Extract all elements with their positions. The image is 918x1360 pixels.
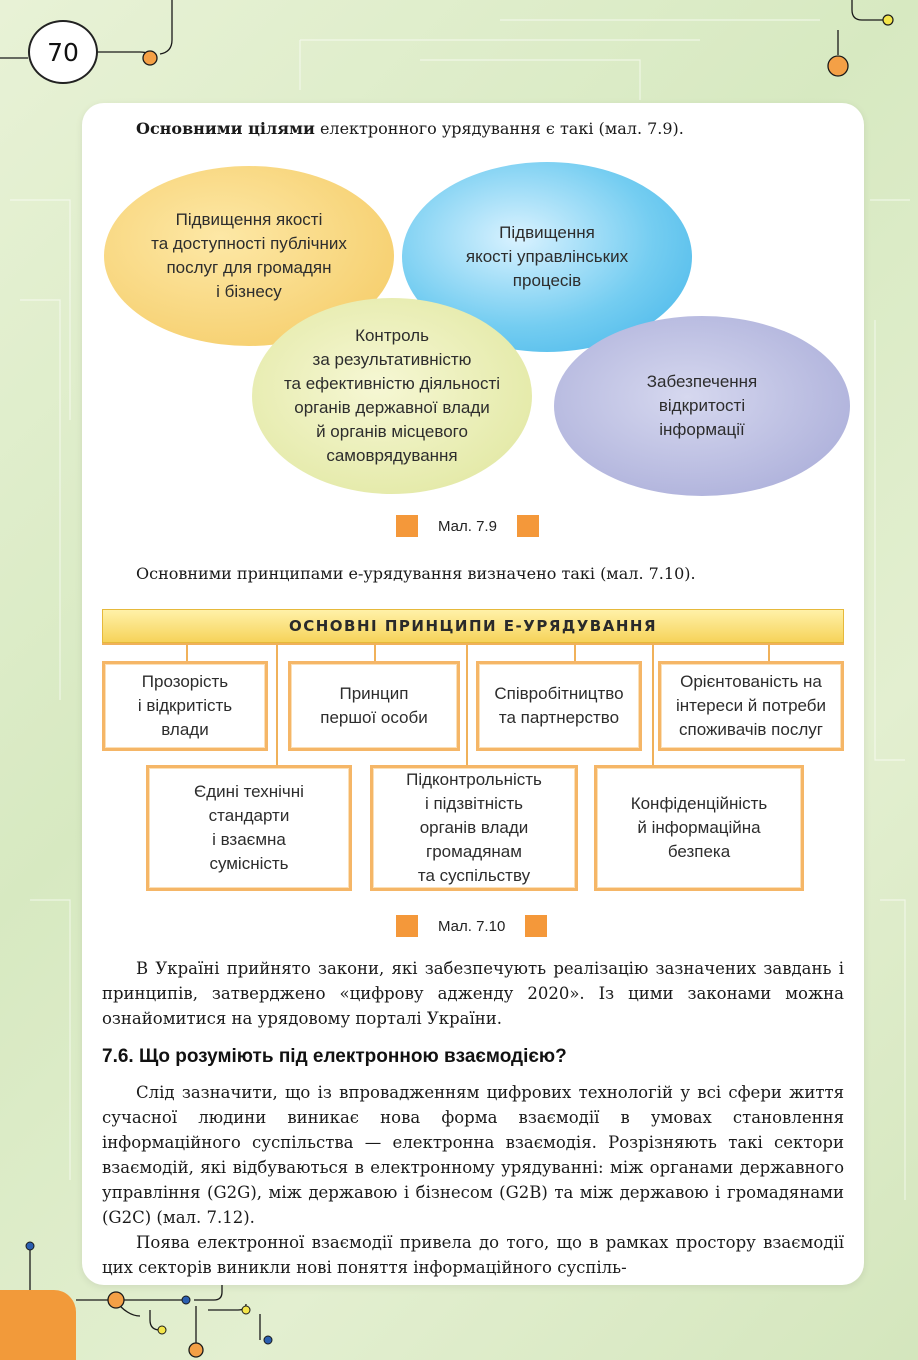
caption-text: Мал. 7.10 (438, 917, 506, 935)
intro-goals-rest: електронного урядування є такі (мал. 7.9). (314, 119, 684, 138)
connector-line (102, 643, 844, 645)
caption-square-icon (396, 515, 418, 537)
paragraph-text: В Україні прийнято закони, які забезпечують реалізацію зазначених завдань і принципів, затверджено «цифрову адженду 2020». Із цими законами можна ознайомитися на урядовому порталі України. (102, 959, 844, 1028)
principle-box-accountability (370, 765, 578, 891)
principle-label: Підконтрольність і підзвітність органів влади громадянам та суспільству (406, 770, 542, 885)
paragraph-laws (102, 956, 844, 1031)
caption-square-icon (517, 515, 539, 537)
connector-line (374, 643, 376, 661)
caption-square-icon (525, 915, 547, 937)
principle-box-confidentiality (594, 765, 804, 891)
goal-label: Контроль за результативністю та ефективністю діяльності органів державної влади й органів місцевого самоврядування (283, 326, 501, 465)
principle-box-consumer-orientation (658, 661, 844, 751)
corner-orange-block (0, 1290, 76, 1360)
connector-line (574, 643, 576, 661)
principles-banner: ОСНОВНІ ПРИНЦИПИ Е-УРЯДУВАННЯ (102, 609, 844, 643)
paragraph-text: Поява електронної взаємодії привела до того, що в рамках простору взаємодії цих секторів виникли нові поняття інформаційного суспіль- (102, 1233, 844, 1277)
connector-line (768, 643, 770, 661)
principle-box-standards (146, 765, 352, 891)
intro-principles-text: Основними принципами е-урядування визначено такі (мал. 7.10). (136, 564, 696, 583)
page-number: 70 (28, 20, 98, 84)
principle-label: Орієнтованість на інтереси й потреби споживачів послуг (675, 672, 827, 739)
principle-label: Прозорість і відкритість влади (137, 672, 233, 739)
goal-information-openness (554, 316, 850, 496)
caption-square-icon (396, 915, 418, 937)
figure-caption-7-9 (396, 515, 539, 537)
connector-line (652, 643, 654, 765)
principle-label: Співробітництво та партнерство (494, 684, 624, 727)
connector-line (276, 643, 278, 765)
paragraph-text: Слід зазначити, що із впровадженням цифрових технологій у всі сфери життя сучасної людини виникає нова форма взаємодії в умовах становлення інформаційного суспільства — електронна взаємодія. Розрізняють такі сектори взаємодій, які відбуваються в електронному урядуванні: між органами державного управління (G2G), між державою і бізнесом (G2B) та між державою і громадянами (G2C) (мал. 7.12). (102, 1083, 844, 1227)
principle-box-cooperation (476, 661, 642, 751)
connector-line (466, 643, 468, 765)
intro-goals-bold: Основними цілями (136, 119, 315, 138)
principle-label: Конфіденційність й інформаційна безпека (630, 794, 768, 861)
intro-goals-text (136, 119, 684, 138)
paragraph-interaction (102, 1080, 844, 1280)
connector-line (186, 643, 188, 661)
goal-performance-control (252, 298, 532, 494)
principle-box-first-person (288, 661, 460, 751)
section-heading: 7.6. Що розуміють під електронною взаємодією? (102, 1046, 567, 1067)
principle-box-transparency (102, 661, 268, 751)
goal-label: Підвищення якості та доступності публічних послуг для громадян і бізнесу (151, 210, 347, 301)
principle-label: Принцип першої особи (320, 684, 428, 727)
figure-caption-7-10 (396, 915, 547, 937)
caption-text: Мал. 7.9 (438, 517, 497, 535)
goal-label: Забезпечення відкритості інформації (646, 372, 758, 439)
principle-label: Єдині технічні стандарти і взаємна сумісність (194, 782, 304, 873)
goal-label: Підвищення якості управлінських процесів (465, 223, 629, 290)
